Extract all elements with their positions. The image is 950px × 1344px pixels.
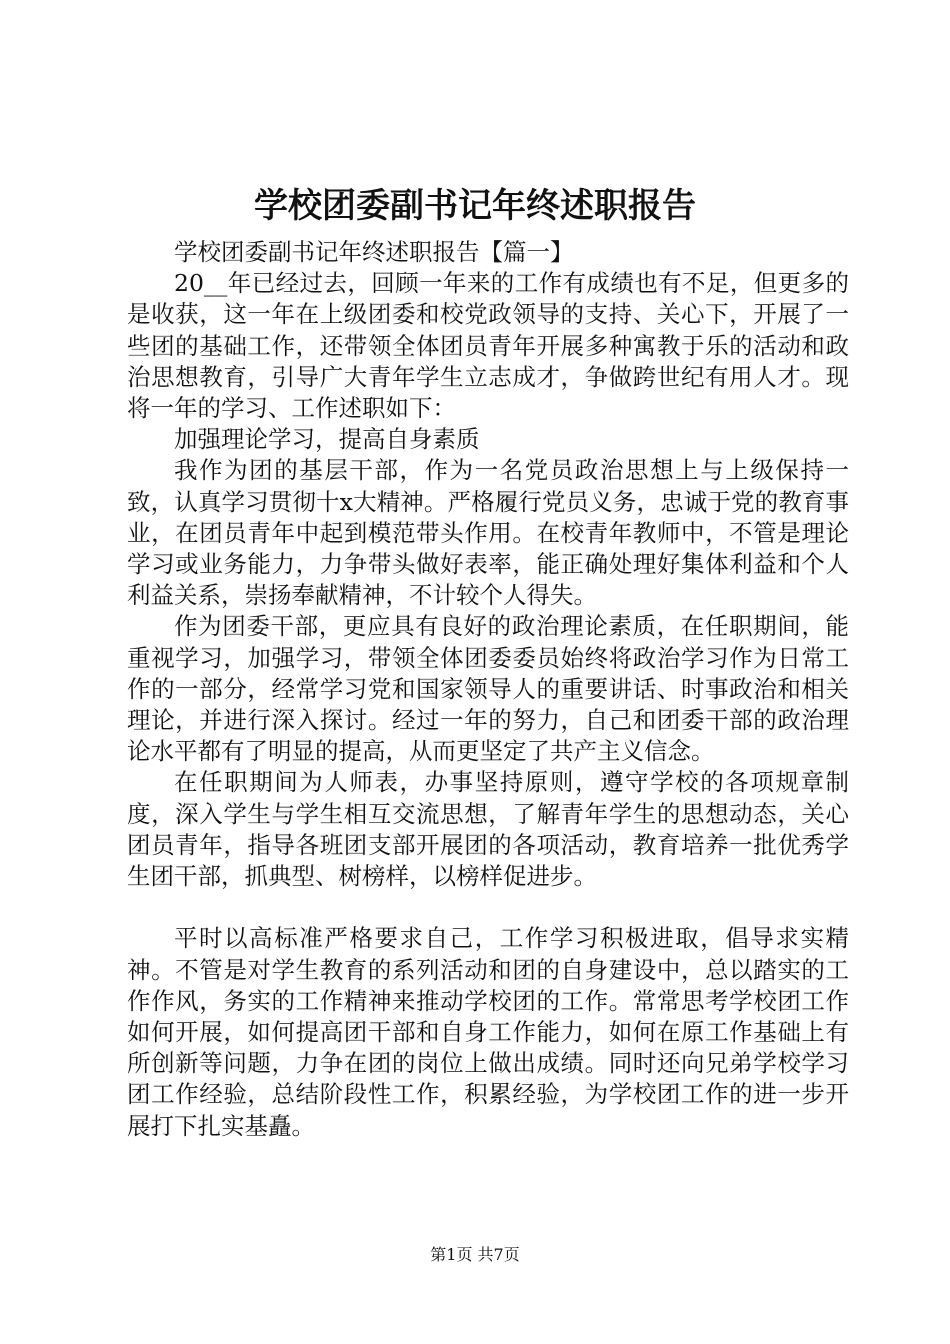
- paragraph-spacer: [127, 892, 849, 923]
- page-footer: 第1页 共7页: [430, 1245, 520, 1264]
- paragraph: 平时以高标准严格要求自己，工作学习积极进取，倡导求实精神。不管是对学生教育的系列活动和团的自身建设中，总以踏实的工作作风，务实的工作精神来推动学校团的工作。常常思考学校团工作如何开展，如何提高团干部和自身工作能力，如何在原工作基础上有所创新等问题，力争在团的岗位上做出成绩。同时还向兄弟学校学习团工作经验，总结阶段性工作，积累经验，为学校团工作的进一步开展打下扎实基矗。: [127, 924, 849, 1140]
- paragraph: 我作为团的基层干部，作为一名党员政治思想上与上级保持一致，认真学习贯彻十x大精神。严格履行党员义务，忠诚于党的教育事业，在团员青年中起到模范带头作用。在校青年教师中，不管是理论学习或业务能力，力争带头做好表率，能正确处理好集体利益和个人利益关系，崇扬奉献精神，不计较个人得失。: [127, 456, 849, 610]
- paragraph: 作为团委干部，更应具有良好的政治理论素质，在任职期间，能重视学习，加强学习，带领全体团委委员始终将政治学习作为日常工作的一部分，经常学习党和国家领导人的重要讲话、时事政治和相关理论，并进行深入探讨。经过一年的努力，自己和团委干部的政治理论水平都有了明显的提高，从而更坚定了共产主义信念。: [127, 612, 849, 766]
- section-heading: 学校团委副书记年终述职报告【篇一】: [174, 238, 574, 266]
- paragraph-intro: 20__年已经过去，回顾一年来的工作有成绩也有不足，但更多的是收获，这一年在上级团委和校党政领导的支持、关心下，开展了一些团的基础工作，还带领全体团员青年开展多种寓教于乐的活动和政治思想教育，引导广大青年学生立志成才，争做跨世纪有用人才。现将一年的学习、工作述职如下：: [127, 269, 849, 423]
- document-body: [127, 237, 849, 1142]
- paragraph: 在任职期间为人师表，办事坚持原则，遵守学校的各项规章制度，深入学生与学生相互交流思想，了解青年学生的思想动态，关心团员青年，指导各班团支部开展团的各项活动，教育培养一批优秀学生团干部，抓典型、树榜样，以榜样促进步。: [127, 768, 849, 891]
- document-title: 学校团委副书记年终述职报告: [254, 186, 696, 226]
- subsection-heading: 加强理论学习，提高自身素质: [174, 425, 480, 454]
